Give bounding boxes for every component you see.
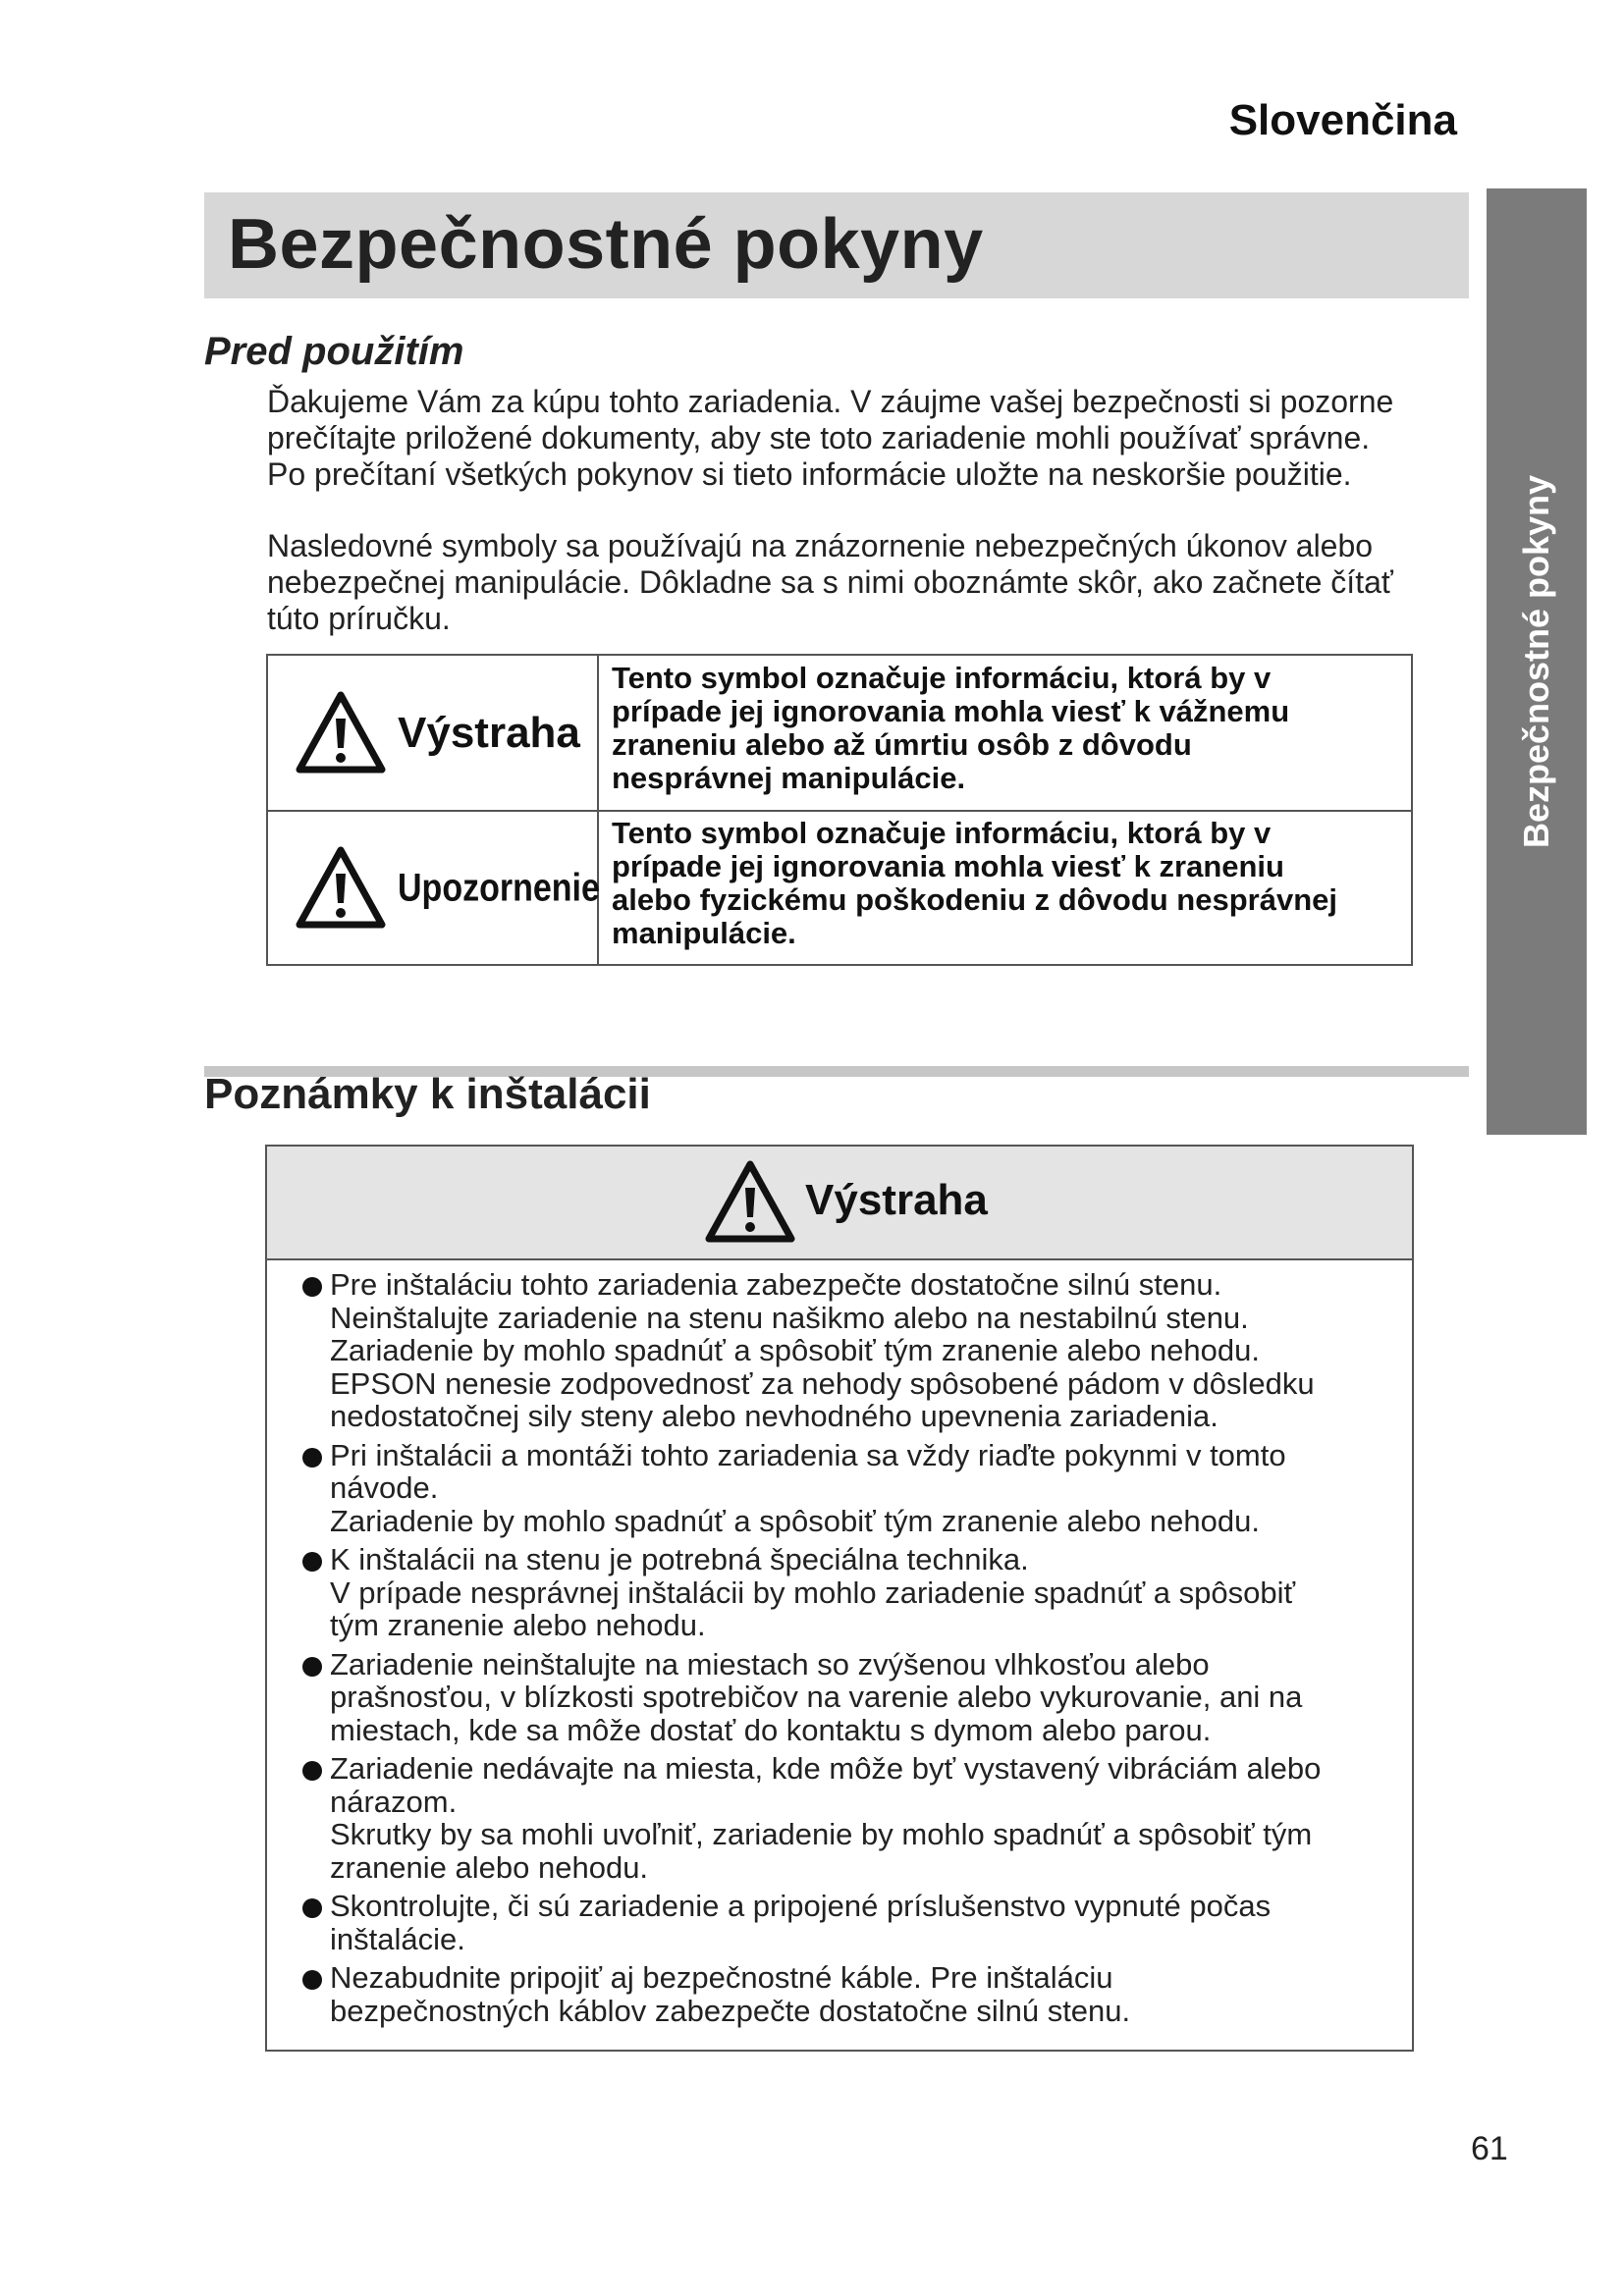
language-label: Slovenčina [1228, 96, 1457, 144]
bullet-icon [302, 1552, 322, 1572]
list-item-line: Zariadenie neinštalujte na miestach so zvýšenou vlhkosťou alebo [330, 1646, 1210, 1682]
warning-label: Výstraha [398, 708, 580, 757]
bullet-icon [302, 1970, 322, 1990]
list-item-line: návode. [330, 1470, 439, 1505]
list-item-line: prašnosťou, v blízkosti spotrebičov na varenie alebo vykurovanie, ani na [330, 1680, 1303, 1714]
list-item-line: tým zranenie alebo nehodu. [330, 1608, 706, 1642]
warning-triangle-icon [294, 689, 388, 775]
list-item-line: EPSON nenesie zodpovednosť za nehody spôsobené pádom v dôsledku [330, 1365, 1315, 1401]
intro-paragraph [267, 384, 1465, 493]
list-item-line: Neinštalujte zariadenie na stenu našikmo alebo na nestabilnú stenu. [330, 1300, 1249, 1335]
list-item-line: Nezabudnite pripojiť aj bezpečnostné káble. Pre inštaláciu [330, 1960, 1113, 1995]
intro-line: prečítajte priložené dokumenty, aby ste toto zariadenie mohli používať správne. [267, 420, 1371, 455]
warning-description [612, 662, 1397, 795]
list-item-line: K inštalácii na stenu je potrebná špeciálna technika. [330, 1542, 1029, 1576]
intro-line: Ďakujeme Vám za kúpu tohto zariadenia. V záujme vašej bezpečnosti si pozorne [267, 384, 1394, 419]
bullet-icon [302, 1448, 322, 1468]
before-use-heading: Pred použitím [204, 330, 464, 373]
caution-description [612, 817, 1397, 950]
list-item-line: bezpečnostných káblov zabezpečte dostatočne silnú stenu. [330, 1993, 1131, 2028]
intro-line: túto príručku. [267, 601, 451, 636]
page-title: Bezpečnostné pokyny [228, 205, 984, 284]
description-line: prípade jej ignorovania mohla viesť k zraneniu [612, 849, 1284, 883]
description-line: nesprávnej manipulácie. [612, 761, 966, 795]
intro-line: Po prečítaní všetkých pokynov si tieto informácie uložte na neskoršie použitie. [267, 456, 1352, 492]
intro-line: Nasledovné symboly sa používajú na znázornenie nebezpečných úkonov alebo [267, 528, 1374, 563]
description-line: prípade jej ignorovania mohla viesť k vážnemu [612, 694, 1290, 728]
page-number: 61 [1471, 2130, 1508, 2167]
symbols-intro-paragraph [267, 528, 1465, 637]
list-item-line: miestach, kde sa môže dostať do kontaktu s dymom alebo parou. [330, 1712, 1212, 1747]
symbol-row-warning [268, 656, 1411, 812]
list-item-line: Skrutky by sa mohli uvoľniť, zariadenie by mohlo spadnúť a spôsobiť tým [330, 1817, 1313, 1851]
bullet-icon [302, 1898, 322, 1918]
symbol-cell [268, 656, 599, 810]
list-item-line: nárazom. [330, 1784, 458, 1819]
installation-warning-header [267, 1147, 1412, 1260]
description-line: manipulácie. [612, 916, 796, 950]
list-item [267, 1890, 1412, 1955]
list-item [267, 1543, 1412, 1642]
list-item-line: Pre inštaláciu tohto zariadenia zabezpečte dostatočne silnú stenu. [330, 1267, 1222, 1302]
symbol-table [266, 654, 1413, 966]
list-item-line: V prípade nesprávnej inštalácii by mohlo zariadenie spadnúť a spôsobiť [330, 1575, 1296, 1610]
bullet-icon [302, 1657, 322, 1677]
intro-line: nebezpečnej manipulácie. Dôkladne sa s nimi oboznámte skôr, ako začnete čítať [267, 564, 1393, 600]
warning-triangle-icon [703, 1158, 797, 1245]
bullet-icon [302, 1277, 322, 1297]
description-line: zraneniu alebo až úmrtiu osôb z dôvodu [612, 727, 1192, 762]
list-item-line: Pri inštalácii a montáži tohto zariadenia sa vždy riaďte pokynmi v tomto [330, 1437, 1286, 1472]
description-line: alebo fyzickému poškodeniu z dôvodu nesprávnej [612, 882, 1337, 917]
installation-list [267, 1268, 1412, 2033]
side-tab [1487, 188, 1587, 1135]
list-item [267, 1439, 1412, 1538]
caution-triangle-icon [294, 844, 388, 931]
symbol-cell [268, 811, 599, 965]
caution-label: Upozornenie [398, 866, 600, 909]
list-item-line: Skontrolujte, či sú zariadenie a pripojené príslušenstvo vypnuté počas [330, 1889, 1272, 1923]
list-item-line: inštalácie. [330, 1921, 465, 1956]
bullet-icon [302, 1761, 322, 1781]
list-item-line: zranenie alebo nehodu. [330, 1849, 649, 1885]
installation-heading: Poznámky k inštalácii [204, 1070, 651, 1118]
description-line: Tento symbol označuje informáciu, ktorá by v [612, 661, 1272, 695]
list-item-line: Zariadenie by mohlo spadnúť a spôsobiť tým zranenie alebo nehodu. [330, 1333, 1260, 1367]
list-item [267, 1752, 1412, 1884]
symbol-row-caution [268, 811, 1411, 965]
list-item-line: nedostatočnej sily steny alebo nevhodného upevnenia zariadenia. [330, 1399, 1218, 1433]
list-item-line: Zariadenie by mohlo spadnúť a spôsobiť tým zranenie alebo nehodu. [330, 1503, 1260, 1538]
installation-warning-label: Výstraha [805, 1176, 988, 1224]
side-tab-label: Bezpečnostné pokyny [1516, 474, 1556, 849]
list-item [267, 1961, 1412, 2027]
list-item-line: Zariadenie nedávajte na miesta, kde môže byť vystavený vibráciám alebo [330, 1751, 1322, 1786]
list-item [267, 1648, 1412, 1747]
description-line: Tento symbol označuje informáciu, ktorá by v [612, 816, 1272, 850]
installation-warning-box [265, 1145, 1414, 2052]
list-item [267, 1268, 1412, 1433]
